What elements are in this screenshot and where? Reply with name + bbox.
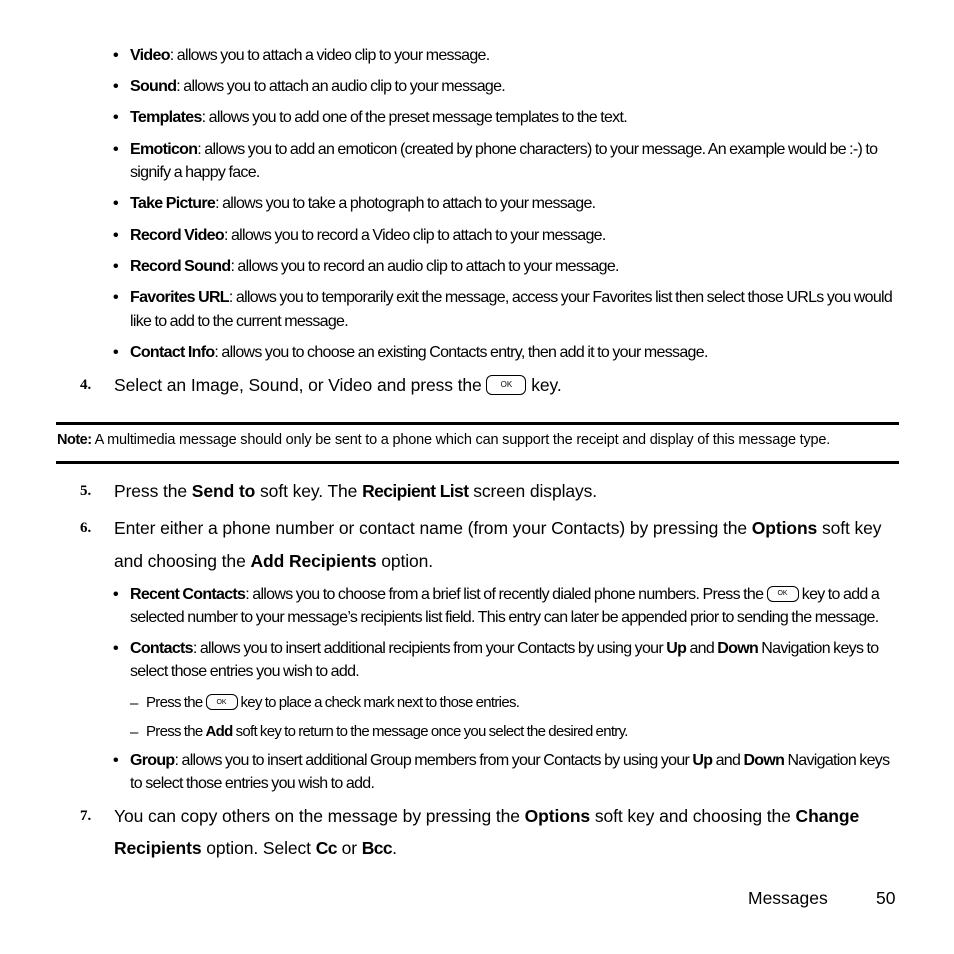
bullet-item-sound: • Sound: allows you to attach an audio clip to your message.: [113, 78, 506, 95]
step-number-7: 7.: [80, 808, 92, 824]
bullet-item-record-video: • Record Video: allows you to record a Video clip to attach to your message.: [113, 227, 606, 244]
bullet-item-group: • Group: allows you to insert additional Group members from your Contacts by using your Up and Down Navigation keys: [113, 752, 890, 769]
bullet-item-recent-contacts: • Recent Contacts: allows you to choose from a brief list of recently dialed phone numbers. Press the OK key to add a: [113, 586, 880, 603]
step-6-line-1: Enter either a phone number or contact name (from your Contacts) by pressing the Options soft key: [114, 518, 882, 538]
footer-section-name: Messages: [748, 888, 828, 908]
step-7-line-1: You can copy others on the message by pressing the Options soft key and choosing the Change: [114, 806, 860, 826]
ok-key-icon: OK: [206, 694, 238, 710]
step-6-line-2: and choosing the Add Recipients option.: [114, 551, 434, 571]
step-number-4: 4.: [80, 377, 92, 393]
bullet-item-video: • Video: allows you to attach a video clip to your message.: [113, 47, 490, 64]
note-top-rule: [56, 422, 899, 425]
ok-key-icon: OK: [767, 586, 799, 602]
note: [57, 432, 830, 448]
bullet-item-contact-info: • Contact Info: allows you to choose an existing Contacts entry, then add it to your message.: [113, 344, 708, 361]
step-7-line-2: Recipients option. Select Cc or Bcc.: [114, 838, 397, 858]
dash-marker: –: [130, 724, 139, 741]
bullet-item-templates: • Templates: allows you to add one of the preset message templates to the text.: [113, 109, 627, 126]
sub-item-add-soft-key: Press the Add soft key to return to the message once you select the desired entry.: [146, 723, 628, 740]
note-bottom-rule: [56, 461, 899, 464]
bullet-item-contacts-cont: select those entries you wish to add.: [130, 663, 360, 680]
step-5-text: Press the Send to soft key. The Recipient List screen displays.: [114, 481, 598, 501]
step-number-6: 6.: [80, 520, 92, 536]
bullet-item-favorites-url: • Favorites URL: allows you to temporarily exit the message, access your Favorites list then select those URLs you would: [113, 289, 893, 306]
ok-key-icon: OK: [486, 375, 526, 395]
bullet-item-record-sound: • Record Sound: allows you to record an audio clip to attach to your message.: [113, 258, 619, 275]
bullet-item-recent-contacts-cont: selected number to your message’s recipients list field. This entry can later be appended prior to sending the message.: [130, 609, 879, 626]
bullet-item-contacts: • Contacts: allows you to insert additional recipients from your Contacts by using your Up and Down Navigation keys to: [113, 640, 879, 657]
dash-marker: –: [130, 695, 139, 712]
note-text: A multimedia message should only be sent to a phone which can support the receipt and display of this message type.: [94, 432, 831, 448]
bullet-item-take-picture: • Take Picture: allows you to take a photograph to attach to your message.: [113, 195, 596, 212]
step-4-text: Select an Image, Sound, or Video and press the OK key.: [114, 375, 562, 395]
footer-page-number: 50: [876, 888, 896, 908]
sub-item-check-mark: Press the OK key to place a check mark next to those entries.: [146, 694, 520, 711]
bullet-item-group-cont: to select those entries you wish to add.: [130, 775, 375, 792]
note-label: Note:: [57, 432, 92, 448]
bullet-item-favorites-url-cont: like to add to the current message.: [130, 313, 348, 330]
bullet-item-emoticon: • Emoticon: allows you to add an emoticon (created by phone characters) to your message. An example would be :-) to: [113, 141, 878, 158]
bullet-item-emoticon-cont: signify a happy face.: [130, 164, 260, 181]
step-number-5: 5.: [80, 483, 92, 499]
